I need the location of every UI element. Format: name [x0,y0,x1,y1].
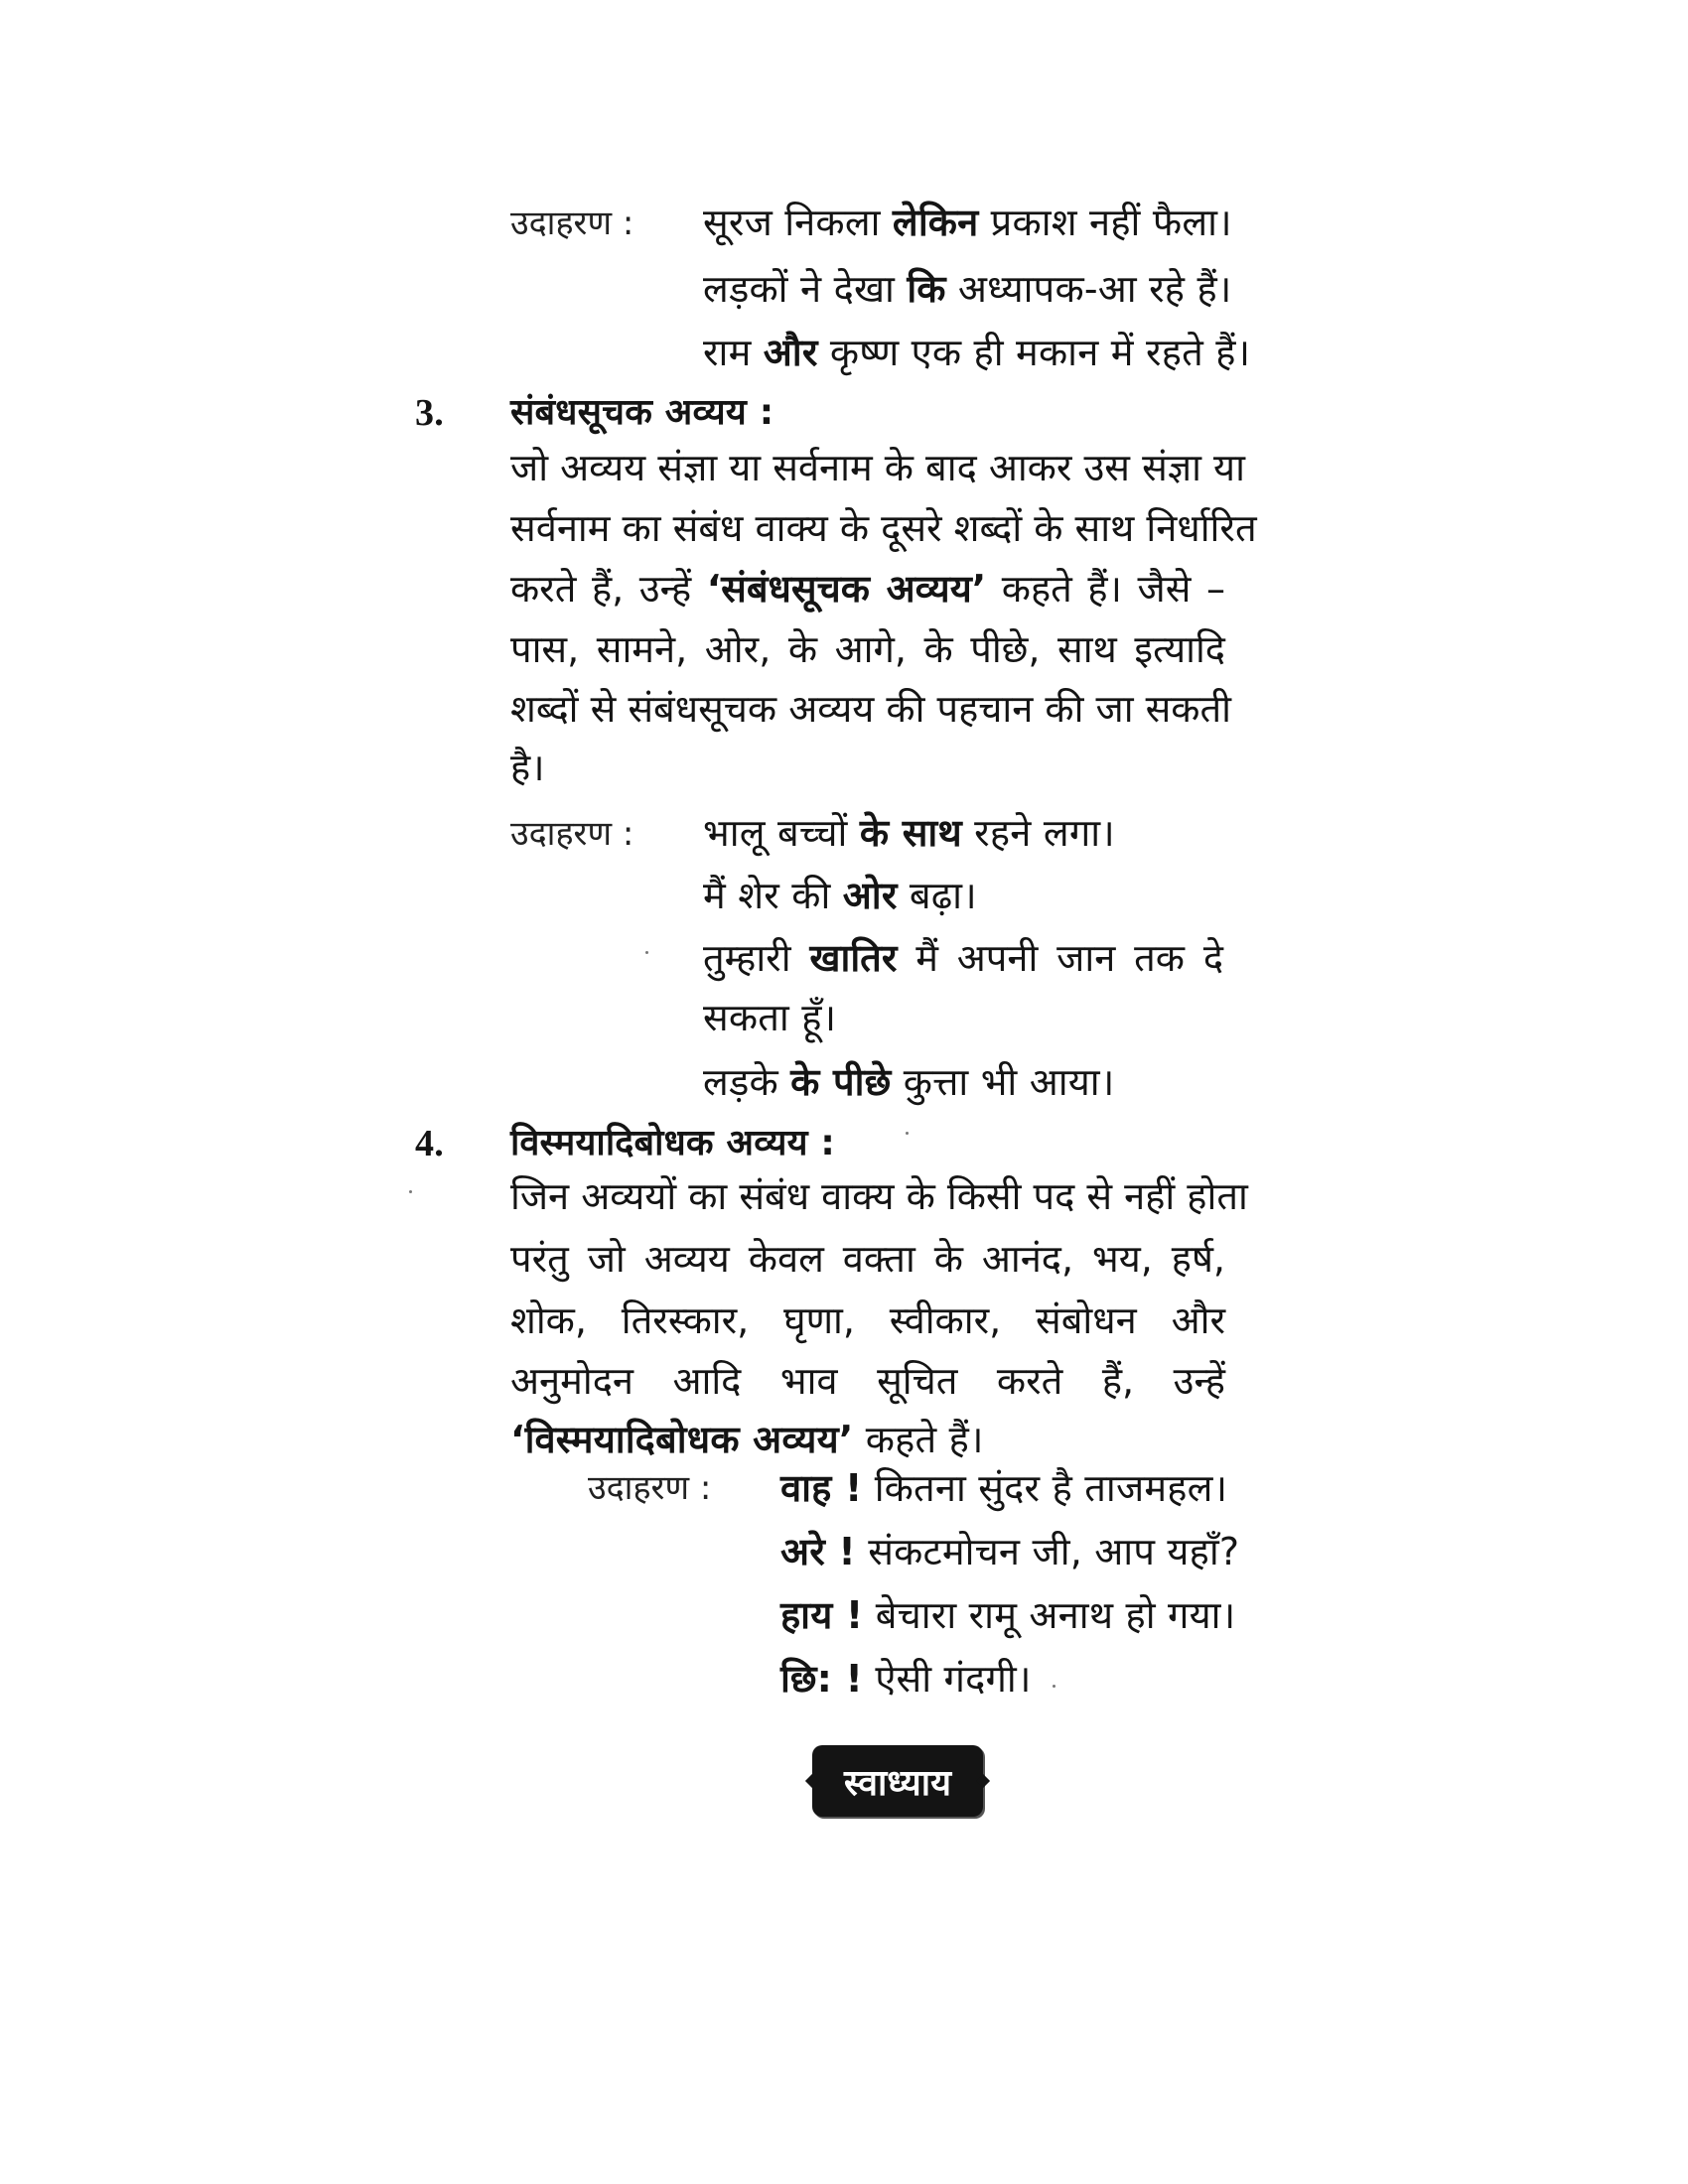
keyword: कि [907,267,946,311]
section-3-title: संबंधसूचक अव्यय : [510,392,774,433]
section-4-para-line-1: जिन अव्ययों का संबंध वाक्य के किसी पद से नहीं होता [510,1174,1248,1218]
scan-speck [645,951,648,954]
section-4-para-line-3: शोक, तिरस्कार, घृणा, स्वीकार, संबोधन और [510,1298,1225,1342]
interjection: हाय ! [780,1593,864,1637]
section-3-para-line-2: सर्वनाम का संबंध वाक्य के दूसरे शब्दों के साथ निर्धारित [510,506,1257,550]
section-3-example-1: भालू बच्चों के साथ रहने लगा। [703,811,1115,855]
term-highlight: ‘संबंधसूचक अव्यय’ [706,567,987,611]
section-3-para-line-3: करते हैं, उन्हें ‘संबंधसूचक अव्यय’ कहते हैं। जैसे – [510,567,1225,611]
section-3-example-5: लड़के के पीछे कुत्ता भी आया। [703,1060,1115,1104]
section-3-para-line-1: जो अव्यय संज्ञा या सर्वनाम के बाद आकर उस संज्ञा या [510,446,1245,489]
section-3-example-3: तुम्हारी खातिर मैं अपनी जान तक दे [703,936,1223,980]
section-4-para-line-2: परंतु जो अव्यय केवल वक्ता के आनंद, भय, हर्ष, [510,1237,1225,1281]
keyword: लेकिन [892,201,979,244]
section-4-para-line-5: ‘विस्मयादिबोधक अव्यय’ कहते हैं। [510,1418,984,1461]
example-line-top-3: राम और कृष्ण एक ही मकान में रहते हैं। [703,331,1251,374]
section-3-number: 3. [415,392,444,434]
scan-speck [409,1190,412,1193]
section-4-example-1: वाह ! कितना सुंदर है ताजमहल। [780,1466,1228,1510]
example-label-section-3: उदाहरण : [510,814,634,854]
example-line-top-1: सूरज निकला लेकिन प्रकाश नहीं फैला। [703,201,1232,244]
section-4-example-2: अरे ! संकटमोचन जी, आप यहाँ? [780,1530,1240,1573]
section-3-para-line-6: है। [510,746,545,789]
example-label-top: उदाहरण : [510,204,634,243]
section-4-example-3: हाय ! बेचारा रामू अनाथ हो गया। [780,1593,1236,1637]
section-3-example-4: सकता हूँ। [703,996,837,1039]
section-3-example-2: मैं शेर की ओर बढ़ा। [703,874,977,917]
scan-speck [906,1132,909,1135]
section-3-para-line-5: शब्दों से संबंधसूचक अव्यय की पहचान की जा सकती [510,687,1231,731]
interjection: अरे ! [780,1530,856,1573]
keyword: के पीछे [790,1060,892,1104]
self-study-badge [812,1745,983,1817]
self-study-badge-label: स्वाध्याय [844,1762,951,1804]
term-highlight: ‘विस्मयादिबोधक अव्यय’ [510,1418,854,1461]
example-line-top-2: लड़कों ने देखा कि अध्यापक-आ रहे हैं। [703,267,1232,311]
interjection: वाह ! [780,1466,863,1510]
section-4-title: विस्मयादिबोधक अव्यय : [510,1123,836,1163]
interjection: छि: ! [780,1657,864,1701]
keyword: ओर [842,874,898,917]
example-label-section-4: उदाहरण : [588,1468,712,1508]
scan-speck [1053,1685,1055,1688]
keyword: और [763,331,818,374]
section-4-para-line-4: अनुमोदन आदि भाव सूचित करते हैं, उन्हें [510,1359,1225,1403]
keyword: के साथ [859,811,962,855]
section-3-para-line-4: पास, सामने, ओर, के आगे, के पीछे, साथ इत्यादि [510,627,1225,671]
section-4-example-4: छि: ! ऐसी गंदगी। [780,1657,1032,1701]
section-4-number: 4. [415,1123,444,1164]
keyword: खातिर [809,936,898,980]
